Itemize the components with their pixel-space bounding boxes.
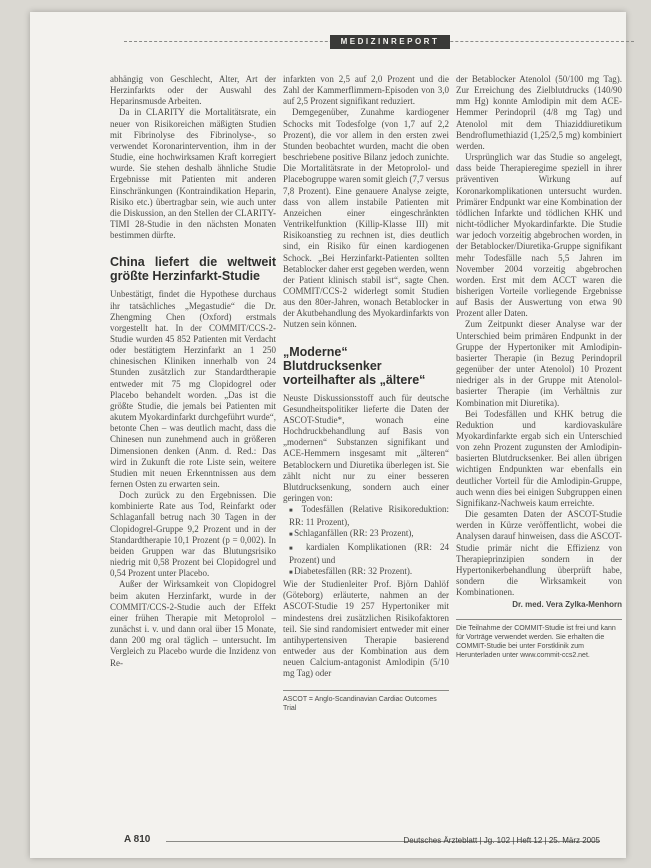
paragraph: Bei Todesfällen und KHK betrug die Reduktion und kardiovaskuläre Myokardinfarkte ergab sich ein Unterschied von zehn Prozent zugunsten der Amlodipin-basierten Blutdrucksenker. Bei allen übrigen wichtigen Endpunkten war ebenfalls ein deutlicher Vorteil für die Amlodipin-Gruppe, auch wenn dies bei einigen Subgruppen einen Signifikanz-Nachweis kaum erreichte. (456, 408, 622, 508)
list-item: ■ Schlaganfällen (RR: 23 Prozent), (289, 528, 449, 541)
paragraph: Außer der Wirksamkeit von Clopidogrel beim akuten Herzinfarkt, wurde in der COMMIT/CCS-2-Studie auch der Effekt einer frühen Therapie mit Metoprolol – zunächst i. v. und dann oral über 15 Monate, dann 200 mg oral täglich – untersucht. Im Vergleich zu Placebo wurde die Inzidenz von Re- (110, 579, 276, 668)
paragraph: Unbestätigt, findet die Hypothese durchaus ihr tatsächliches „Megastudie“ die Dr. Zhengming Chen (Oxford) erstmals vorgestellt hat. In der COMMIT/CCS-2-Studie wurden 45 852 Patienten mit Verdacht oder bestätigtem Herzinfarkt an 1 250 chinesischen Kliniken innerhalb von 24 Stunden zusätzlich zur Standardtherapie entweder mit 75 mg Clopidogrel oder Placebo behandelt worden. „Das ist die größte Studie, die jemals bei Patienten mit akutem Myokardinfarkt durchgeführt wurde“, betonte Chen – was deutlich macht, dass die Chinesen nun zunehmend auch in größeren Dimensionen denken (Anm. d. Red.: Das wird in Zukunft die rote Liste sein, weitere Studien mit neuen Erkenntnissen aus dem fernen Osten zu erwarten sein. (110, 289, 276, 489)
list-item: ■ kardialen Komplikationen (RR: 24 Prozent) und (289, 542, 449, 566)
subheading-china: China liefert die weltweit größte Herzinfarkt-Studie (110, 255, 276, 284)
subheading-blutdrucksenker: „Moderne“ Blutdrucksenker vorteilhafter als „ältere“ (283, 344, 426, 387)
paragraph: Demgegenüber, Zunahme kardiogener Schocks mit Todesfolge (von 1,7 auf 2,2 Prozent), die vor allem in den ersten zwei Stunden beobachtet wurden, macht die oben beschriebene positive Bilanz jedoch zunichte. Die Mortalitätsrate in der Metoprolol- und Placebogruppe waren somit gleich (7,7 versus 7,8 Prozent). Eine genauere Analyse zeigte, dass von allem instabile Patienten mit Anzeichen einer eingeschränkten Ventrikelfunktion (Killip-Klasse III) mit Risikoanstieg zu rechnen ist, dies deutlich sind, ein Risiko für einen kardiogenen Schock. „Bei Herzinfarkt-Patienten sollten Betablocker daher erst gegeben werden, wenn der Patient klinisch stabil ist“, sagte Chen. COMMIT/CCS-2 widerlegt somit Studien aus den 80er-Jahren, wonach Betablocker in der Akutbehandlung des Myokardinfarkts von Nutzen sein können. (283, 107, 449, 330)
list-item: ■ Todesfällen (Relative Risikoreduktion: RR: 11 Prozent), (289, 504, 449, 528)
footnote-ascot: ASCOT = Anglo-Scandinavian Cardiac Outcomes Trial (283, 690, 449, 713)
paragraph: Zum Zeitpunkt dieser Analyse war der Unterschied beim primären Endpunkt in der Gruppe der Hypertoniker mit Amlodipin-basierter Therapie (in Bezug Perindopril gegenüber der unter Atenolol) 10 Prozent niedriger als in der Gruppe mit Atenolol-basierter Therapie (im Verhältnis zur Kombination mit Diuretika). (456, 319, 622, 408)
column-1 (110, 74, 276, 669)
paragraph: Ursprünglich war das Studie so angelegt, dass beide Therapieregime speziell in ihrer präventiven Wirkung auf Koronarkomplikationen untersucht wurden. Primärer Endpunkt war eine Kombination der tödlichen Infarkte und tödlichen KHK und nicht-tödlicher Myokardinfarkte. Die Studie war jedoch vorzeitig abgebrochen worden, in der Betablocker/Diuretika-Gruppe signifikant mehr Todesfälle nach 5,5 Jahren im November 2004 vorzeitig abgebrochen worden. Erst mit dem ACCT waren die bisherigen Vorteile vorliegende Ergebnisse auf Basis der Auswertung von etwa 90 Prozent aller Daten. (456, 152, 622, 319)
paragraph: Da in CLARITY die Mortalitätsrate, ein neuer von Risikoreichen mäßigten Studien mit Fibrinolyse des Fibrinolyse-, so verwendet Koronarintervention, ihm in der Studie, eine hochwirksamen Kraft korregiert wurde. Sie stehen deshalb ähnliche Studie Ergebnisse mit Patienten mit anderen Einschränkungen (Kontraindikation Heparin, Risiko etc.) übertragbar sein, wie auch unter die Diskussion, an den Stellen der CLARITY-TIMI 28-Studie in den nächsten Monaten bestimmen dürfte. (110, 107, 276, 241)
article-page (30, 12, 626, 858)
paragraph: Neuste Diskussionsstoff auch für deutsche Gesundheitspolitiker lieferte die Daten der ASCOT-Studie*, wonach eine Hochdruckbehandlung auf Basis von „modernen“ Substanzen signifikant und ACE-Hemmern insgesamt mit „älteren“ Betablockern und Diuretika überlegen ist. Sie zählt nicht nur zu einer besseren Blutdrucksenkung, sondern auch einer geringen von: (283, 392, 449, 503)
column-2 (283, 74, 449, 713)
paragraph: infarkten von 2,5 auf 2,0 Prozent und die Zahl der Kammerflimmern-Episoden von 3,0 auf 2,5 Prozent signifikant reduziert. (283, 74, 449, 107)
footnote-commit: Die Teilnahme der COMMIT-Studie ist frei und kann für Vorträge verwendet werden. Sie erhalten die COMMIT-Studie bei unter Forstklinik zum Herunterladen unter www.commit-ccs2.net. (456, 619, 622, 660)
author-signature: Dr. med. Vera Zylka-Menhorn (512, 600, 622, 610)
page-number: A 810 (124, 834, 151, 845)
paragraph: Doch zurück zu den Ergebnissen. Die kombinierte Rate aus Tod, Reinfarkt oder Schlaganfall betrug nach 30 Tagen in der Clopidogrel-Gruppe 9,2 Prozent und in der Standardtherapie 10,1 Prozent (p = 0,002). In beiden Gruppen war das Blutungsrisiko niedrig mit 0,58 Prozent bei Clopidogrel und 0,54 Prozent unter Placebo. (110, 490, 276, 579)
column-3 (456, 74, 622, 660)
paragraph: Wie der Studienleiter Prof. Björn Dahlöf (Göteborg) erläuterte, nahmen an der ASCOT-Studie 19 257 Hypertoniker mit mindestens drei zusätzlichen Risikofaktoren teil. Sie sind randomisiert entweder mit einer antihypertensiven Therapie basierend entweder aus der Kombination aus dem neuen Calcium-antagonist Amlodipin (5/10 mg Tag) oder (283, 579, 449, 679)
paragraph: Die gesamten Daten der ASCOT-Studie werden in Kürze veröffentlicht, wobei die Analysen darauf hinweisen, dass die ASCOT-Studie primär nicht die Effizienz von Therapieprinzipien sondern in der Hypertonikerbehandlung überprüft habe, sondern die Wirksamkeit von Kombinationen. (456, 509, 622, 598)
paragraph: der Betablocker Atenolol (50/100 mg Tag). Zur Erreichung des Zielblutdrucks (140/90 mm Hg) konnte Amlodipin mit dem ACE-Hemmer Perindopril (4/8 mg Tag) und Atenolol mit dem Thiaziddiuretikum Bendroflumethiazid (1,25/2,5 mg) kombiniert werden. (456, 74, 622, 151)
list-item: ■ Diabetesfällen (RR: 32 Prozent). (289, 566, 449, 579)
outcome-list (283, 504, 449, 579)
journal-citation: Deutsches Ärzteblatt | Jg. 102 | Heft 12 | 25. März 2005 (403, 836, 600, 845)
paragraph: abhängig von Geschlecht, Alter, Art der Herzinfarkts oder der Auswahl des Heparinsmusde Arbeiten. (110, 74, 276, 107)
section-label: MEDIZINREPORT (330, 35, 450, 49)
